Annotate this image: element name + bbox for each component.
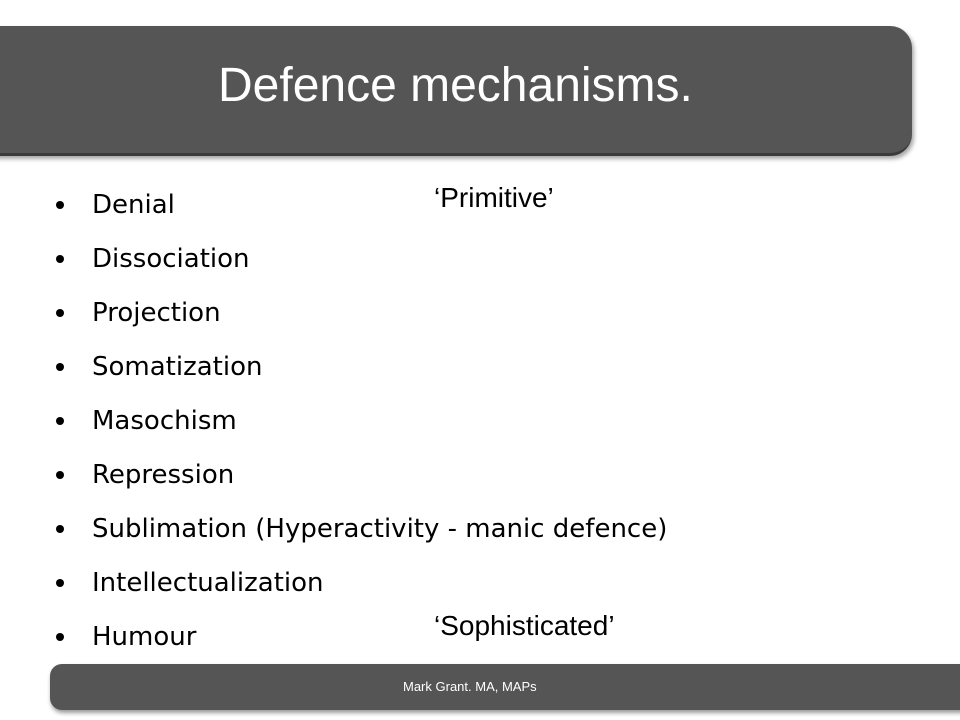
- footer-credit: Mark Grant. MA, MAPs: [403, 679, 537, 694]
- slide-title: Defence mechanisms.: [218, 59, 693, 112]
- bullet-item-projection: [56, 286, 667, 340]
- annotation-sophisticated: ‘Sophisticated’: [434, 610, 615, 641]
- bullet-label: Humour: [92, 622, 197, 652]
- bullet-item-dissociation: [56, 232, 667, 286]
- bullet-icon: [56, 363, 64, 371]
- bullet-icon: [56, 309, 64, 317]
- bullet-item-masochism: [56, 394, 667, 448]
- annotation-primitive: ‘Primitive’: [434, 182, 554, 213]
- bullet-icon: [56, 525, 64, 533]
- bullet-item-denial: [56, 178, 667, 232]
- bullet-label: Projection: [92, 298, 221, 328]
- bullet-icon: [56, 201, 64, 209]
- bullet-icon: [56, 633, 64, 641]
- bullet-label: Dissociation: [92, 244, 250, 274]
- bullet-icon: [56, 417, 64, 425]
- bullet-label: Masochism: [92, 406, 237, 436]
- bullet-label: Somatization: [92, 352, 263, 382]
- bullet-label: Denial: [92, 190, 175, 220]
- bullet-item-somatization: [56, 340, 667, 394]
- bullet-label: Intellectualization: [92, 568, 324, 598]
- bullet-item-sublimation: [56, 502, 667, 556]
- bullet-icon: [56, 255, 64, 263]
- bullet-item-repression: [56, 448, 667, 502]
- bullet-item-intellectualization: [56, 556, 667, 610]
- bullet-list: [56, 178, 667, 664]
- bullet-label: Repression: [92, 460, 235, 490]
- bullet-label: Sublimation (Hyperactivity - manic defence): [92, 514, 668, 544]
- bullet-icon: [56, 471, 64, 479]
- bullet-icon: [56, 579, 64, 587]
